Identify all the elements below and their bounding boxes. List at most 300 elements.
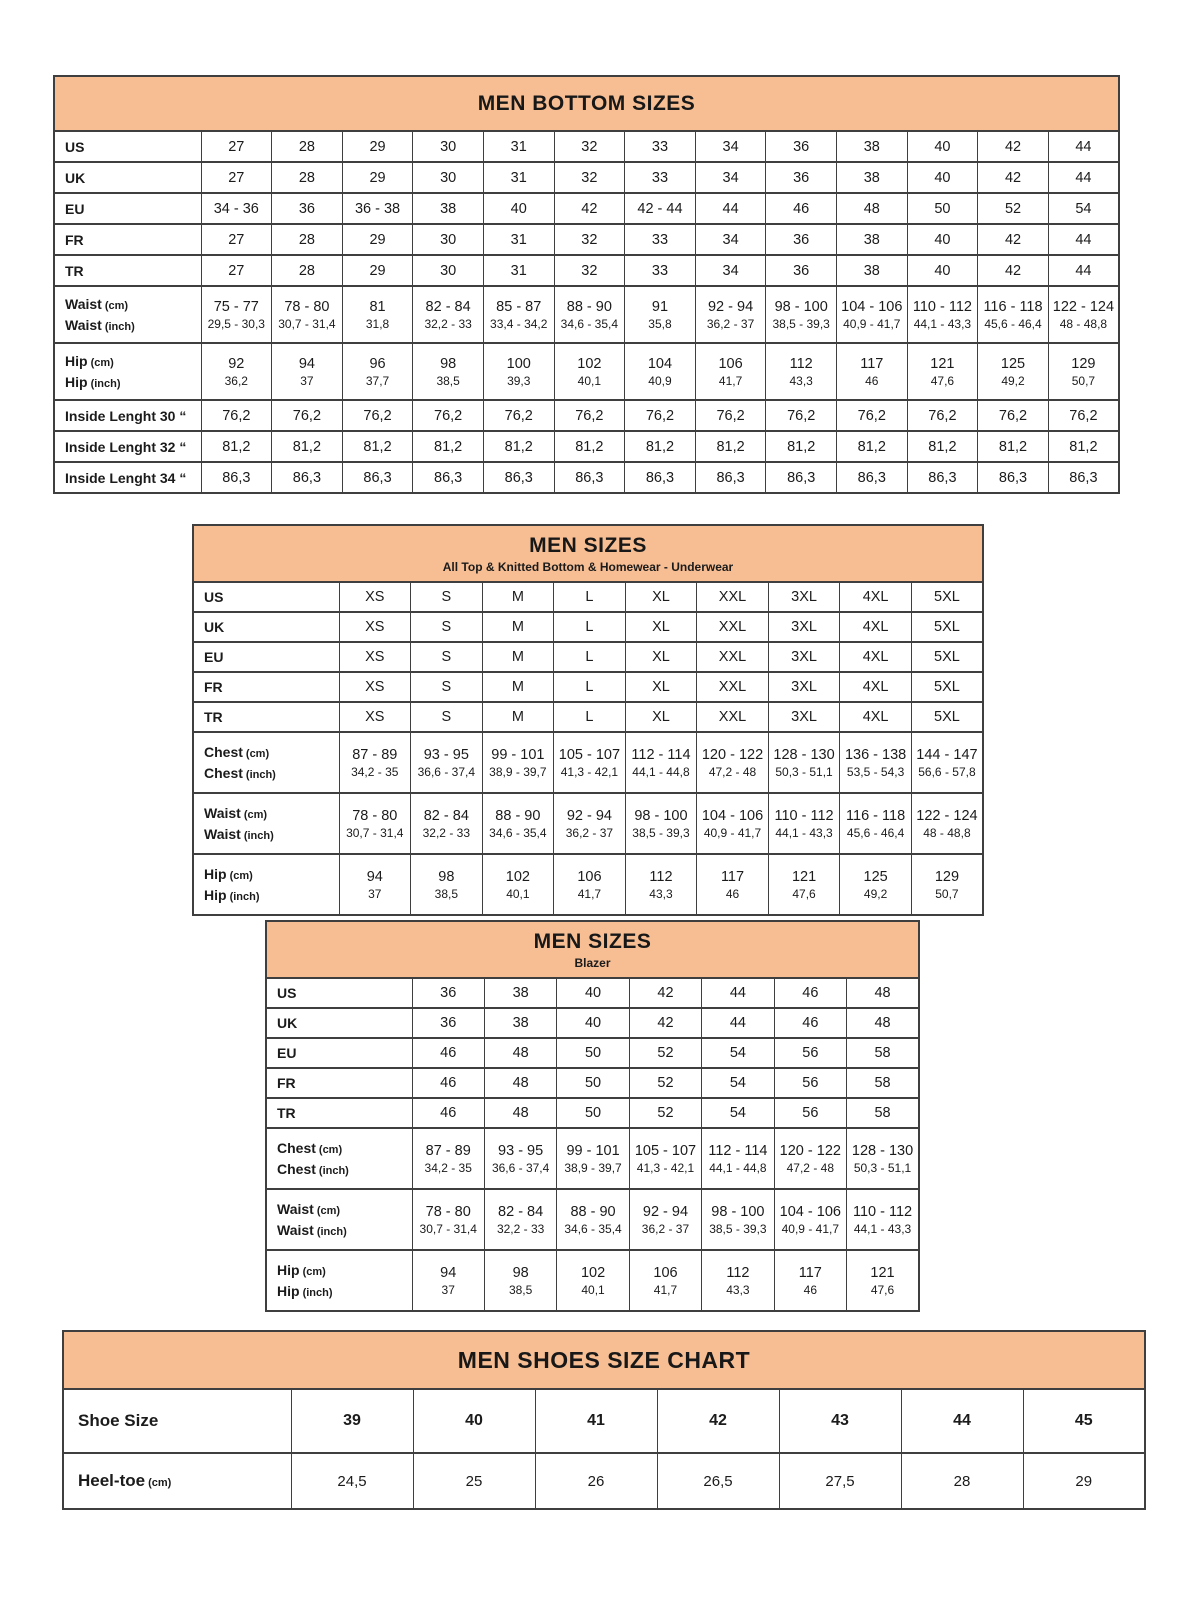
cell: 58	[847, 1068, 919, 1098]
row-label-text: FR	[204, 679, 223, 695]
cell-cm-value: 92	[228, 355, 245, 372]
cell	[412, 1189, 484, 1250]
cell-inch-value: 56,6 - 57,8	[918, 764, 976, 779]
cell	[484, 1250, 556, 1311]
table-men-bottom-sizes	[53, 75, 1120, 494]
cell: 36	[766, 162, 837, 193]
row-label	[193, 612, 339, 642]
cell-inch-value: 47,6	[870, 1282, 895, 1297]
table-header	[54, 76, 1119, 131]
cell-inch-value: 41,3 - 42,1	[636, 1160, 695, 1175]
cell: 5XL	[911, 672, 983, 702]
row-label	[54, 343, 201, 400]
cell: 41	[535, 1389, 657, 1453]
cell-cm-value: 122 - 124	[916, 807, 978, 824]
table-row	[54, 400, 1119, 431]
cell: 86,3	[695, 462, 766, 493]
cell	[554, 286, 625, 343]
cell: 76,2	[554, 400, 625, 431]
cell: 45	[1023, 1389, 1145, 1453]
cell: L	[554, 702, 626, 732]
cell: 40	[413, 1389, 535, 1453]
cell-cm-value: 144 - 147	[916, 746, 978, 763]
cell-inch-value: 38,5	[508, 1282, 533, 1297]
table-row	[63, 1453, 1145, 1509]
row-label-line	[277, 1220, 411, 1241]
cell-inch-value: 40,9 - 41,7	[781, 1221, 839, 1236]
row-label-unit: (inch)	[104, 320, 135, 333]
cell	[774, 1250, 846, 1311]
cell-inch-value: 47,2 - 48	[708, 764, 757, 779]
cell-inch-value: 40,1	[506, 886, 530, 901]
cell: 76,2	[342, 400, 413, 431]
cell: 52	[629, 1038, 701, 1068]
cell-inch-value: 41,7	[653, 1282, 678, 1297]
row-label-line	[204, 824, 338, 845]
cell	[840, 732, 912, 793]
cell	[768, 854, 840, 915]
cell: 25	[413, 1453, 535, 1509]
cell-inch-value: 34,6 - 35,4	[560, 316, 619, 331]
cell: XXL	[697, 642, 769, 672]
cell-cm-value: 98 - 100	[634, 807, 688, 824]
cell: 42	[554, 193, 625, 224]
cell-cm-value: 128 - 130	[851, 1142, 914, 1159]
cell-inch-value: 40,9 - 41,7	[703, 825, 762, 840]
cell: L	[554, 672, 626, 702]
cell	[625, 732, 697, 793]
row-label	[266, 1068, 412, 1098]
cell-cm-value: 96	[369, 355, 386, 372]
cell: 44	[702, 1008, 774, 1038]
cell: 33	[625, 131, 696, 162]
cell: 38	[836, 224, 907, 255]
cell	[484, 1128, 556, 1189]
cell-cm-value: 98	[440, 355, 457, 372]
row-label-unit: (inch)	[245, 768, 276, 781]
table-row	[54, 286, 1119, 343]
cell: L	[554, 642, 626, 672]
cell: 31	[483, 224, 554, 255]
cell: 38	[836, 255, 907, 286]
cell: XS	[339, 672, 411, 702]
cell: 33	[625, 224, 696, 255]
cell: 48	[847, 1008, 919, 1038]
cell-cm-value: 116 - 118	[983, 298, 1043, 315]
cell-inch-value: 53,5 - 54,3	[846, 764, 905, 779]
cell-cm-value: 117	[860, 355, 884, 372]
cell-cm-value: 125	[863, 868, 888, 885]
cell: 86,3	[554, 462, 625, 493]
cell	[557, 1250, 629, 1311]
cell: 44	[1048, 131, 1119, 162]
cell-cm-value: 125	[1000, 355, 1026, 372]
cell	[272, 343, 343, 400]
cell: 52	[629, 1098, 701, 1128]
row-label	[54, 255, 201, 286]
row-label-text: US	[65, 138, 85, 155]
cell: 32	[554, 255, 625, 286]
cell-cm-value: 110 - 112	[852, 1203, 913, 1220]
row-label-line	[204, 864, 338, 885]
row-label-text: UK	[277, 1015, 298, 1031]
table-header	[63, 1331, 1145, 1389]
cell-cm-value: 121	[791, 868, 817, 885]
row-label-line	[65, 294, 200, 315]
table-row	[54, 162, 1119, 193]
row-label-text: Hip	[65, 352, 88, 369]
table-row	[193, 793, 983, 854]
row-label-text: Chest	[204, 764, 243, 781]
cell: XS	[339, 642, 411, 672]
cell-cm-value: 85 - 87	[496, 298, 542, 315]
cell	[847, 1250, 919, 1311]
cell: 5XL	[911, 582, 983, 612]
cell: 81,2	[978, 431, 1049, 462]
cell-inch-value: 41,7	[718, 373, 743, 388]
cell	[774, 1128, 846, 1189]
cell	[695, 286, 766, 343]
row-label-text: EU	[277, 1045, 297, 1061]
row-label	[63, 1453, 291, 1509]
cell: 81,2	[695, 431, 766, 462]
cell: M	[482, 672, 554, 702]
cell: 50	[557, 1098, 629, 1128]
cell: 29	[342, 255, 413, 286]
row-label	[54, 462, 201, 493]
cell-inch-value: 45,6 - 46,4	[846, 825, 905, 840]
cell-inch-value: 34,2 - 35	[424, 1160, 472, 1175]
cell-cm-value: 82 - 84	[423, 807, 469, 824]
cell: 46	[766, 193, 837, 224]
cell: 52	[629, 1068, 701, 1098]
row-label-text: FR	[65, 231, 84, 248]
cell: 29	[342, 162, 413, 193]
cell-cm-value: 94	[366, 868, 383, 885]
cell: 38	[836, 162, 907, 193]
cell: 29	[342, 224, 413, 255]
cell: 81,2	[625, 431, 696, 462]
cell-cm-value: 136 - 138	[844, 746, 907, 763]
men-sizes-blazer-table-section	[265, 920, 920, 1312]
cell: 54	[702, 1038, 774, 1068]
row-label-line	[65, 315, 200, 336]
table-title: MEN SIZES	[533, 929, 652, 953]
table-row	[54, 431, 1119, 462]
cell: 81,2	[483, 431, 554, 462]
cell-inch-value: 46	[803, 1282, 817, 1297]
cell: 54	[702, 1068, 774, 1098]
cell: XXL	[697, 702, 769, 732]
cell-cm-value: 92 - 94	[707, 298, 754, 315]
cell: 46	[412, 1098, 484, 1128]
cell: 86,3	[836, 462, 907, 493]
row-label-unit: (cm)	[318, 1143, 343, 1156]
row-label-text: UK	[65, 169, 86, 186]
cell: 30	[413, 131, 484, 162]
cell	[836, 343, 907, 400]
cell: 76,2	[836, 400, 907, 431]
cell: 40	[907, 162, 978, 193]
cell: 81,2	[413, 431, 484, 462]
table-title-row	[193, 525, 983, 582]
row-label-line	[65, 372, 200, 393]
cell: S	[411, 642, 483, 672]
cell: 34	[695, 224, 766, 255]
cell: 76,2	[907, 400, 978, 431]
cell	[482, 854, 554, 915]
cell-inch-value: 33,4 - 34,2	[490, 316, 548, 331]
row-label	[266, 1189, 412, 1250]
row-label-text: Heel-toe	[78, 1471, 146, 1490]
row-label-line	[204, 803, 338, 824]
cell: 5XL	[911, 612, 983, 642]
cell	[554, 343, 625, 400]
cell-inch-value: 29,5 - 30,3	[207, 316, 265, 331]
row-label	[266, 1038, 412, 1068]
cell-inch-value: 34,2 - 35	[351, 764, 399, 779]
cell: M	[482, 642, 554, 672]
row-label-unit: (cm)	[302, 1265, 326, 1278]
cell: 76,2	[766, 400, 837, 431]
cell-cm-value: 105 - 107	[634, 1142, 697, 1159]
table-row	[54, 343, 1119, 400]
cell-inch-value: 31,8	[365, 316, 390, 331]
cell	[629, 1250, 701, 1311]
cell-cm-value: 116 - 118	[846, 807, 906, 824]
cell: 34	[695, 131, 766, 162]
cell-cm-value: 87 - 89	[425, 1142, 471, 1159]
cell: 42 - 44	[625, 193, 696, 224]
cell: 3XL	[768, 702, 840, 732]
cell-cm-value: 75 - 77	[213, 298, 259, 315]
cell: 36	[412, 978, 484, 1008]
cell: 40	[907, 255, 978, 286]
cell	[484, 1189, 556, 1250]
cell-inch-value: 47,2 - 48	[786, 1160, 834, 1175]
cell-cm-value: 100	[506, 355, 531, 372]
cell-cm-value: 92 - 94	[566, 807, 612, 824]
cell-inch-value: 48 - 48,8	[1059, 316, 1108, 331]
cell: 76,2	[625, 400, 696, 431]
cell-cm-value: 112 - 114	[631, 746, 691, 763]
cell: 28	[901, 1453, 1023, 1509]
row-label-line	[277, 1281, 411, 1302]
cell	[557, 1128, 629, 1189]
cell: 54	[702, 1098, 774, 1128]
cell: S	[411, 702, 483, 732]
row-label-text: EU	[204, 649, 224, 665]
cell: 42	[629, 1008, 701, 1038]
cell-inch-value: 47,6	[930, 373, 955, 388]
cell-inch-value: 38,5	[436, 373, 460, 388]
cell: 40	[907, 131, 978, 162]
cell-cm-value: 112	[789, 355, 813, 372]
cell-cm-value: 93 - 95	[423, 746, 469, 763]
cell	[766, 343, 837, 400]
cell	[702, 1250, 774, 1311]
cell-cm-value: 104 - 106	[841, 298, 903, 315]
row-label	[266, 1008, 412, 1038]
table-title: MEN SIZES	[529, 533, 647, 557]
cell: 58	[847, 1098, 919, 1128]
table-men-shoes-size-chart	[62, 1330, 1146, 1510]
cell-cm-value: 129	[934, 868, 960, 885]
cell-cm-value: 94	[298, 355, 315, 372]
cell: 40	[557, 978, 629, 1008]
table-row	[266, 1098, 919, 1128]
table-subtitle: Blazer	[574, 955, 611, 970]
cell: XXL	[697, 612, 769, 642]
cell: 81,2	[272, 431, 343, 462]
row-label-unit: (cm)	[148, 1477, 172, 1489]
cell: 28	[272, 224, 343, 255]
cell-cm-value: 104 - 106	[701, 807, 764, 824]
cell	[911, 732, 983, 793]
cell-cm-value: 104 - 106	[779, 1203, 841, 1220]
cell-cm-value: 106	[718, 355, 743, 372]
row-label-line	[65, 351, 200, 372]
row-label-text: Chest	[204, 743, 243, 760]
cell-cm-value: 88 - 90	[570, 1203, 616, 1220]
row-label-text: Waist	[65, 295, 102, 312]
cell-inch-value: 43,3	[726, 1282, 750, 1297]
cell	[836, 286, 907, 343]
cell: 50	[907, 193, 978, 224]
row-label-text: Inside Lenght 32 “	[65, 438, 187, 455]
row-label-unit: (cm)	[104, 299, 129, 312]
cell-inch-value: 40,1	[581, 1282, 605, 1297]
cell-cm-value: 98	[512, 1264, 529, 1281]
row-label-text: TR	[65, 262, 84, 279]
cell-cm-value: 78 - 80	[352, 807, 398, 824]
cell: XS	[339, 612, 411, 642]
table-row	[266, 1189, 919, 1250]
cell: 50	[557, 1038, 629, 1068]
cell: 36	[766, 224, 837, 255]
cell: 38	[413, 193, 484, 224]
cell: 81,2	[766, 431, 837, 462]
row-label-text: Hip	[204, 886, 227, 903]
row-label	[54, 162, 201, 193]
cell-cm-value: 121	[870, 1264, 895, 1281]
cell: XL	[625, 702, 697, 732]
cell: 24,5	[291, 1453, 413, 1509]
cell: 81,2	[554, 431, 625, 462]
cell: 86,3	[413, 462, 484, 493]
table-row	[54, 193, 1119, 224]
cell-inch-value: 43,3	[789, 373, 813, 388]
cell-cm-value: 122 - 124	[1052, 298, 1115, 315]
cell: 76,2	[272, 400, 343, 431]
cell-inch-value: 35,8	[648, 316, 672, 331]
table-row	[193, 612, 983, 642]
cell: 27	[201, 162, 272, 193]
cell: 4XL	[840, 582, 912, 612]
cell-inch-value: 36,6 - 37,4	[491, 1160, 550, 1175]
cell-inch-value: 36,2	[224, 373, 248, 388]
cell-cm-value: 112 - 114	[708, 1142, 768, 1159]
cell-cm-value: 88 - 90	[566, 298, 612, 315]
cell: 30	[413, 255, 484, 286]
cell	[907, 343, 978, 400]
table-header	[193, 525, 983, 582]
row-label-text: Waist	[204, 804, 241, 821]
cell-inch-value: 34,6 - 35,4	[564, 1221, 622, 1236]
cell	[412, 1128, 484, 1189]
cell: 46	[412, 1068, 484, 1098]
table-row	[54, 131, 1119, 162]
cell-inch-value: 46	[865, 373, 879, 388]
cell: 40	[557, 1008, 629, 1038]
cell-cm-value: 105 - 107	[558, 746, 621, 763]
cell: 3XL	[768, 642, 840, 672]
row-label-line	[277, 1159, 411, 1180]
cell	[483, 343, 554, 400]
cell: 42	[629, 978, 701, 1008]
cell-inch-value: 48 - 48,8	[923, 825, 971, 840]
cell: 48	[484, 1038, 556, 1068]
cell-inch-value: 50,3 - 51,1	[775, 764, 833, 779]
cell: 29	[342, 131, 413, 162]
cell	[411, 793, 483, 854]
cell: 42	[657, 1389, 779, 1453]
cell: 81,2	[201, 431, 272, 462]
cell-cm-value: 110 - 112	[912, 298, 972, 315]
cell-inch-value: 36,6 - 37,4	[417, 764, 475, 779]
cell: 44	[1048, 162, 1119, 193]
cell-inch-value: 30,7 - 31,4	[346, 825, 404, 840]
cell	[774, 1189, 846, 1250]
row-label-unit: (cm)	[90, 356, 114, 369]
cell: 36	[766, 255, 837, 286]
cell: 36	[272, 193, 343, 224]
row-label	[54, 131, 201, 162]
cell-inch-value: 37	[368, 886, 382, 901]
cell: 31	[483, 131, 554, 162]
cell: 54	[1048, 193, 1119, 224]
cell	[339, 793, 411, 854]
row-label-text: Chest	[277, 1139, 316, 1156]
row-label	[193, 793, 339, 854]
cell: 40	[483, 193, 554, 224]
cell-cm-value: 120 - 122	[701, 746, 764, 763]
cell: 36 - 38	[342, 193, 413, 224]
cell: 44	[1048, 255, 1119, 286]
row-label-text: Hip	[65, 373, 88, 390]
cell-inch-value: 44,1 - 43,3	[853, 1221, 912, 1236]
cell	[766, 286, 837, 343]
cell	[840, 793, 912, 854]
table-title: MEN SHOES SIZE CHART	[457, 1346, 751, 1373]
cell-inch-value: 38,5 - 39,3	[709, 1221, 767, 1236]
cell: 3XL	[768, 582, 840, 612]
cell: 32	[554, 131, 625, 162]
cell-inch-value: 41,3 - 42,1	[560, 764, 619, 779]
row-label	[54, 193, 201, 224]
cell-inch-value: 36,2 - 37	[706, 316, 755, 331]
row-label	[54, 286, 201, 343]
cell: 27,5	[779, 1453, 901, 1509]
row-label-unit: (cm)	[229, 869, 253, 882]
row-label-line	[204, 763, 338, 784]
table-row	[63, 1389, 1145, 1453]
row-label	[193, 642, 339, 672]
row-label-unit: (inch)	[318, 1164, 349, 1177]
table-row	[266, 1250, 919, 1311]
cell: 40	[907, 224, 978, 255]
row-label-text: FR	[277, 1075, 296, 1091]
